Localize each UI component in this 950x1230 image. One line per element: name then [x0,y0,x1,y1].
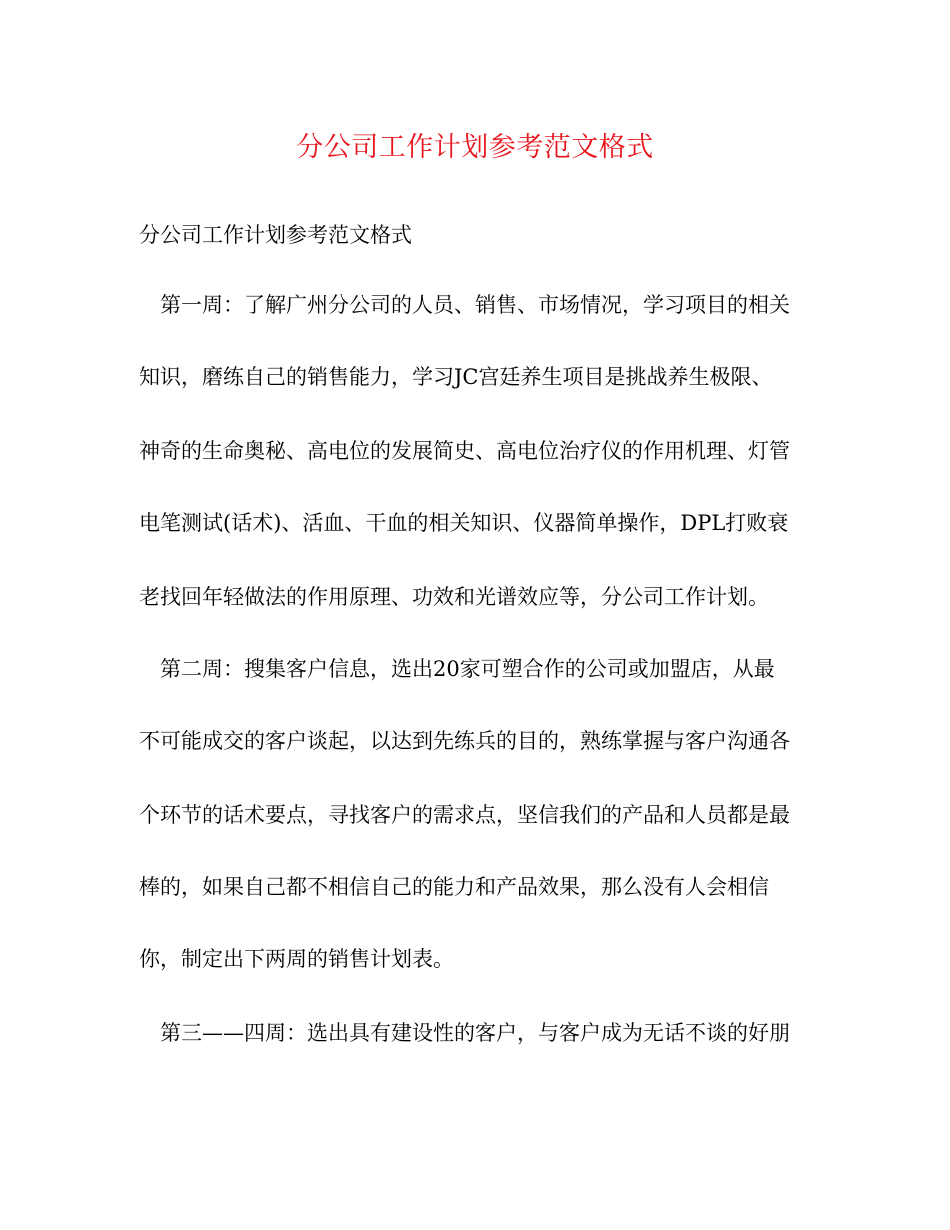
paragraph-line: 知识，磨练自己的销售能力，学习JC宫廷养生项目是挑战养生极限、 [139,365,773,389]
paragraph-line: 不可能成交的客户谈起，以达到先练兵的目的，熟练掌握与客户沟通各 [139,729,790,753]
paragraph-line: 第三——四周：选出具有建设性的客户，与客户成为无话不谈的好朋 [160,1021,790,1045]
paragraph-line: 第二周：搜集客户信息，选出20家可塑合作的公司或加盟店，从最 [160,657,775,681]
subtitle-line: 分公司工作计划参考范文格式 [139,223,412,247]
paragraph-line: 神奇的生命奥秘、高电位的发展简史、高电位治疗仪的作用机理、灯管 [139,439,790,463]
paragraph-line: 个环节的话术要点，寻找客户的需求点，坚信我们的产品和人员都是最 [139,803,790,827]
document-title: 分公司工作计划参考范文格式 [296,132,654,163]
paragraph-line: 第一周：了解广州分公司的人员、销售、市场情况，学习项目的相关 [160,293,790,317]
paragraph-line: 电笔测试(话术)、活血、干血的相关知识、仪器简单操作，DPL打败衰 [139,511,789,535]
paragraph-line: 老找回年轻做法的作用原理、功效和光谱效应等，分公司工作计划。 [139,585,769,609]
paragraph-line: 你，制定出下两周的销售计划表。 [139,947,454,971]
paragraph-line: 棒的，如果自己都不相信自己的能力和产品效果，那么没有人会相信 [139,875,769,899]
